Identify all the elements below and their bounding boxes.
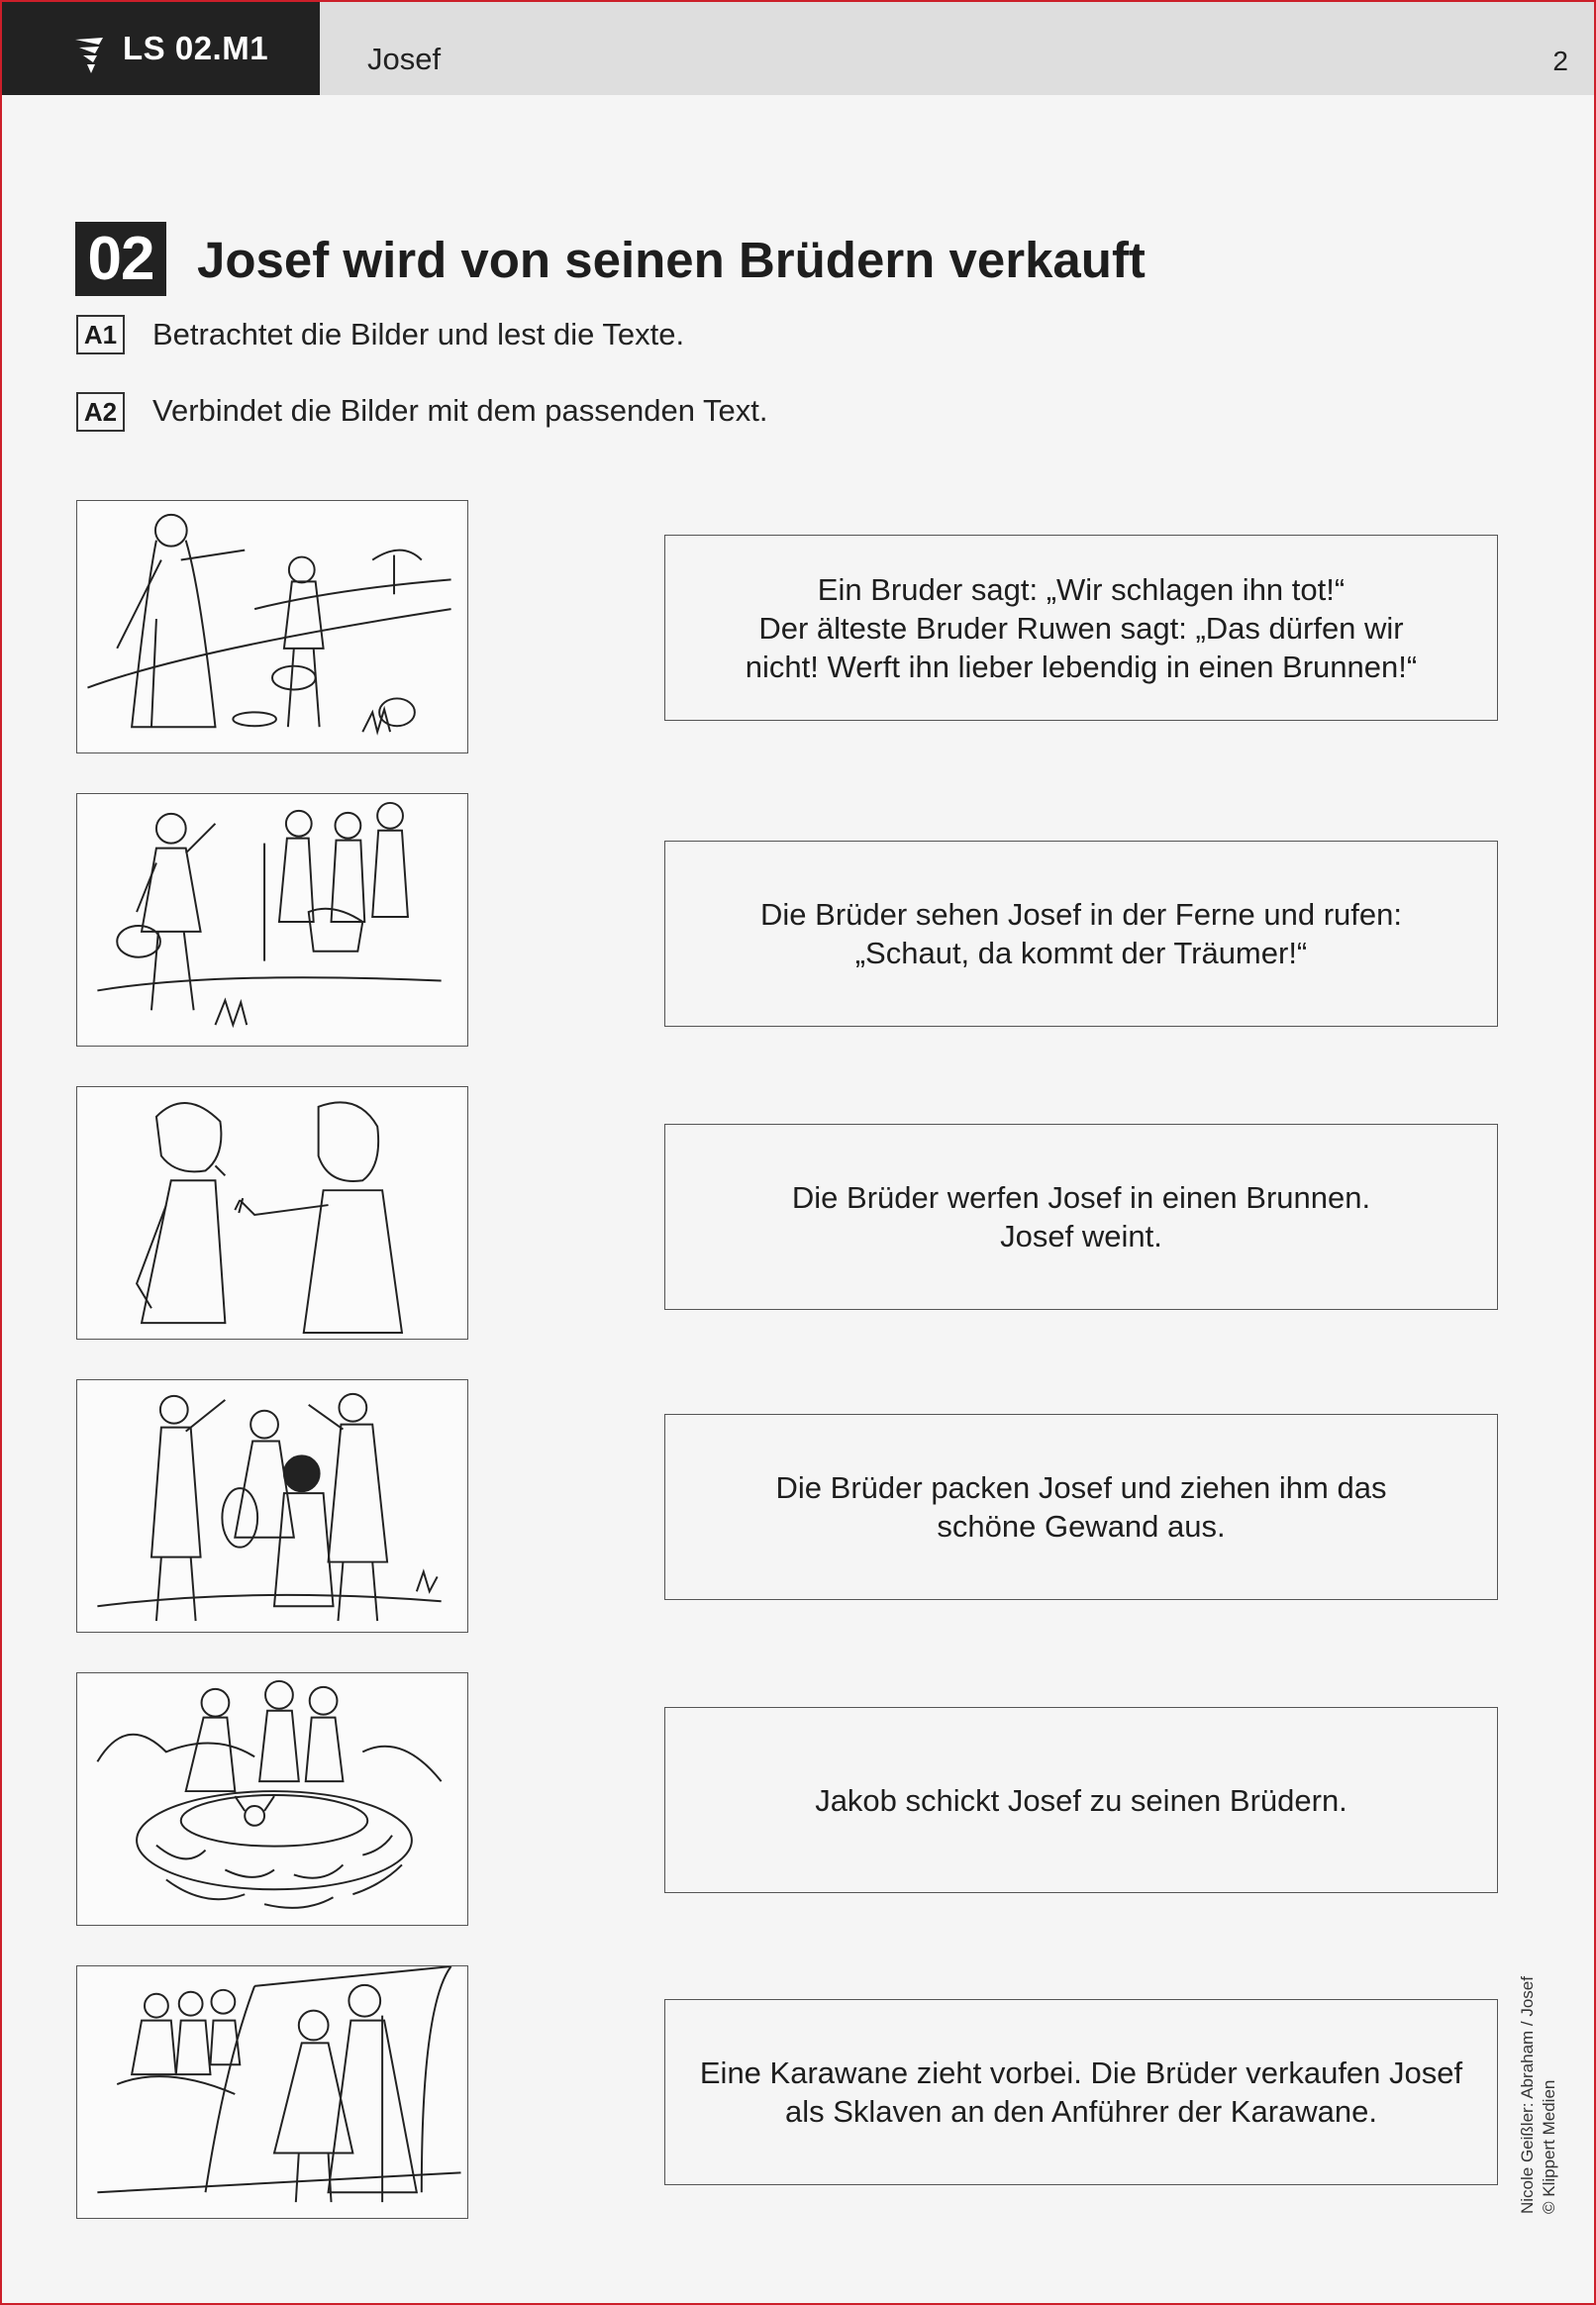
text-box-1[interactable] <box>664 535 1498 721</box>
header-badge <box>2 2 320 95</box>
credits <box>1517 1976 1560 2214</box>
caravan-tent-illustration <box>77 1966 467 2218</box>
text-line: Eine Karawane zieht vorbei. Die Brüder verkaufen Josef <box>699 2055 1463 2090</box>
text-line: Josef weint. <box>1000 1219 1162 1253</box>
text-box-3[interactable] <box>664 1124 1498 1310</box>
two-brothers-talking-illustration <box>77 1087 467 1339</box>
header-title: Josef <box>367 42 442 76</box>
text-box-5[interactable] <box>664 1707 1498 1893</box>
josef-in-well-illustration <box>77 1673 467 1925</box>
credits-publisher: © Klippert Medien <box>1540 2079 1558 2214</box>
task-text-a2: Verbindet die Bilder mit dem passenden Text. <box>152 393 768 428</box>
task-text-a1: Betrachtet die Bilder und lest die Texte. <box>152 317 685 351</box>
text-line: „Schaut, da kommt der Träumer!“ <box>854 936 1308 970</box>
text-box-2[interactable] <box>664 841 1498 1027</box>
text-line: schöne Gewand aus. <box>937 1509 1226 1544</box>
picture-1[interactable] <box>76 500 468 753</box>
brothers-grab-josef-illustration <box>77 1380 467 1632</box>
task-label-a1: A1 <box>76 315 125 354</box>
josef-waves-to-brothers-illustration <box>77 794 467 1046</box>
picture-5[interactable] <box>76 1672 468 1926</box>
picture-6[interactable] <box>76 1965 468 2219</box>
text-line: Die Brüder werfen Josef in einen Brunnen. <box>791 1180 1371 1215</box>
task-label-a2: A2 <box>76 392 125 432</box>
text-line: nicht! Werft ihn lieber lebendig in einen Brunnen!“ <box>745 649 1418 684</box>
text-line: Die Brüder packen Josef und ziehen ihm das <box>775 1470 1387 1505</box>
text-line: Der älteste Bruder Ruwen sagt: „Das dürfen wir <box>758 610 1404 646</box>
picture-4[interactable] <box>76 1379 468 1633</box>
credits-author: Nicole Geißler: Abraham / Josef <box>1518 1976 1537 2214</box>
section-number: 02 <box>75 222 166 296</box>
picture-2[interactable] <box>76 793 468 1047</box>
text-box-4[interactable] <box>664 1414 1498 1600</box>
page-number: 2 <box>1552 46 1568 76</box>
jakob-sends-josef-illustration <box>77 501 467 752</box>
tornado-logo-icon <box>73 36 105 75</box>
text-line: Jakob schickt Josef zu seinen Brüdern. <box>815 1782 1347 1818</box>
page-title: Josef wird von seinen Brüdern verkauft <box>197 232 1146 288</box>
text-box-6[interactable] <box>664 1999 1498 2185</box>
lesson-code: LS 02.M1 <box>123 30 269 66</box>
text-line: Ein Bruder sagt: „Wir schlagen ihn tot!“ <box>817 571 1346 607</box>
page-header <box>2 2 1594 95</box>
picture-3[interactable] <box>76 1086 468 1340</box>
text-line: als Sklaven an den Anführer der Karawane. <box>785 2094 1377 2129</box>
text-line: Die Brüder sehen Josef in der Ferne und rufen: <box>760 897 1402 932</box>
